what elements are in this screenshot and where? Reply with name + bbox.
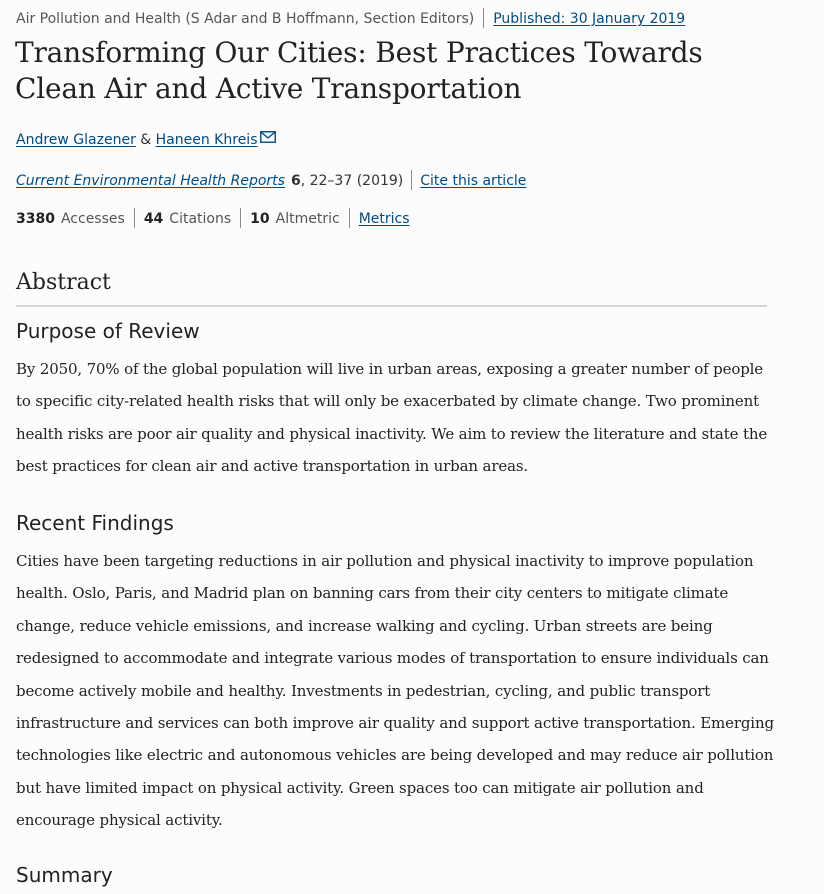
article-title: Transforming Our Cities: Best Practices Towards Clean Air and Active Transportation bbox=[15, 36, 703, 105]
collection-label: Air Pollution and Health (S Adar and B Hoffmann, Section Editors) bbox=[16, 11, 475, 27]
divider bbox=[411, 170, 412, 190]
author-link[interactable]: Andrew Glazener bbox=[16, 132, 136, 148]
metrics-link[interactable]: Metrics bbox=[358, 211, 410, 227]
divider bbox=[483, 8, 484, 28]
citations-label: Citations bbox=[169, 211, 232, 227]
section-heading-recent-findings: Recent Findings bbox=[16, 511, 174, 535]
accesses-label: Accesses bbox=[60, 211, 125, 227]
abstract-heading: Abstract bbox=[16, 270, 111, 295]
article-context-bar bbox=[16, 8, 685, 29]
divider bbox=[240, 208, 241, 228]
abstract-divider bbox=[16, 305, 767, 307]
journal-volume: 6 bbox=[290, 173, 301, 189]
journal-name-link[interactable]: Current Environmental Health Reports bbox=[16, 173, 285, 189]
divider bbox=[134, 208, 135, 228]
journal-pages-year: , 22–37 (2019) bbox=[300, 173, 404, 189]
section-heading-summary: Summary bbox=[16, 863, 113, 887]
accesses-count: 3380 bbox=[16, 211, 55, 227]
altmetric-count: 10 bbox=[250, 211, 270, 227]
published-date-link[interactable]: Published: 30 January 2019 bbox=[493, 11, 686, 27]
section-text-purpose-of-review: By 2050, 70% of the global population will live in urban areas, exposing a greater number of people to specific city-related health risks that will only be exacerbated by climate change. Two prominent health risks are poor air quality and physical inactivity. We aim to review the literature and state the best practices for clean air and active transportation in urban areas. bbox=[16, 360, 768, 476]
cite-article-link[interactable]: Cite this article bbox=[420, 173, 527, 189]
envelope-icon[interactable] bbox=[260, 129, 276, 141]
journal-citation bbox=[16, 170, 526, 191]
author-link[interactable]: Haneen Khreis bbox=[155, 132, 258, 148]
section-heading-purpose-of-review: Purpose of Review bbox=[16, 319, 200, 343]
divider bbox=[349, 208, 350, 228]
author-separator: & bbox=[140, 132, 152, 148]
altmetric-label: Altmetric bbox=[275, 211, 340, 227]
citations-count: 44 bbox=[143, 211, 164, 227]
section-text-recent-findings: Cities have been targeting reductions in air pollution and physical inactivity to improve population health. Oslo, Paris, and Madrid plan on banning cars from their city centers to mitigate climate change, reduce vehicle emissions, and increase walking and cycling. Urban streets are being redesigned to accommodate and integrate various modes of transportation to ensure individuals can become actively mobile and healthy. Investments in pedestrian, cycling, and public transport infrastructure and services can both improve air quality and support active transportation. Emerging technologies like electric and autonomous vehicles are being developed and may reduce air pollution but have limited impact on physical activity. Green spaces too can mitigate air pollution and encourage physical activity. bbox=[16, 552, 774, 830]
article-metrics bbox=[16, 208, 410, 229]
author-list bbox=[16, 129, 276, 150]
